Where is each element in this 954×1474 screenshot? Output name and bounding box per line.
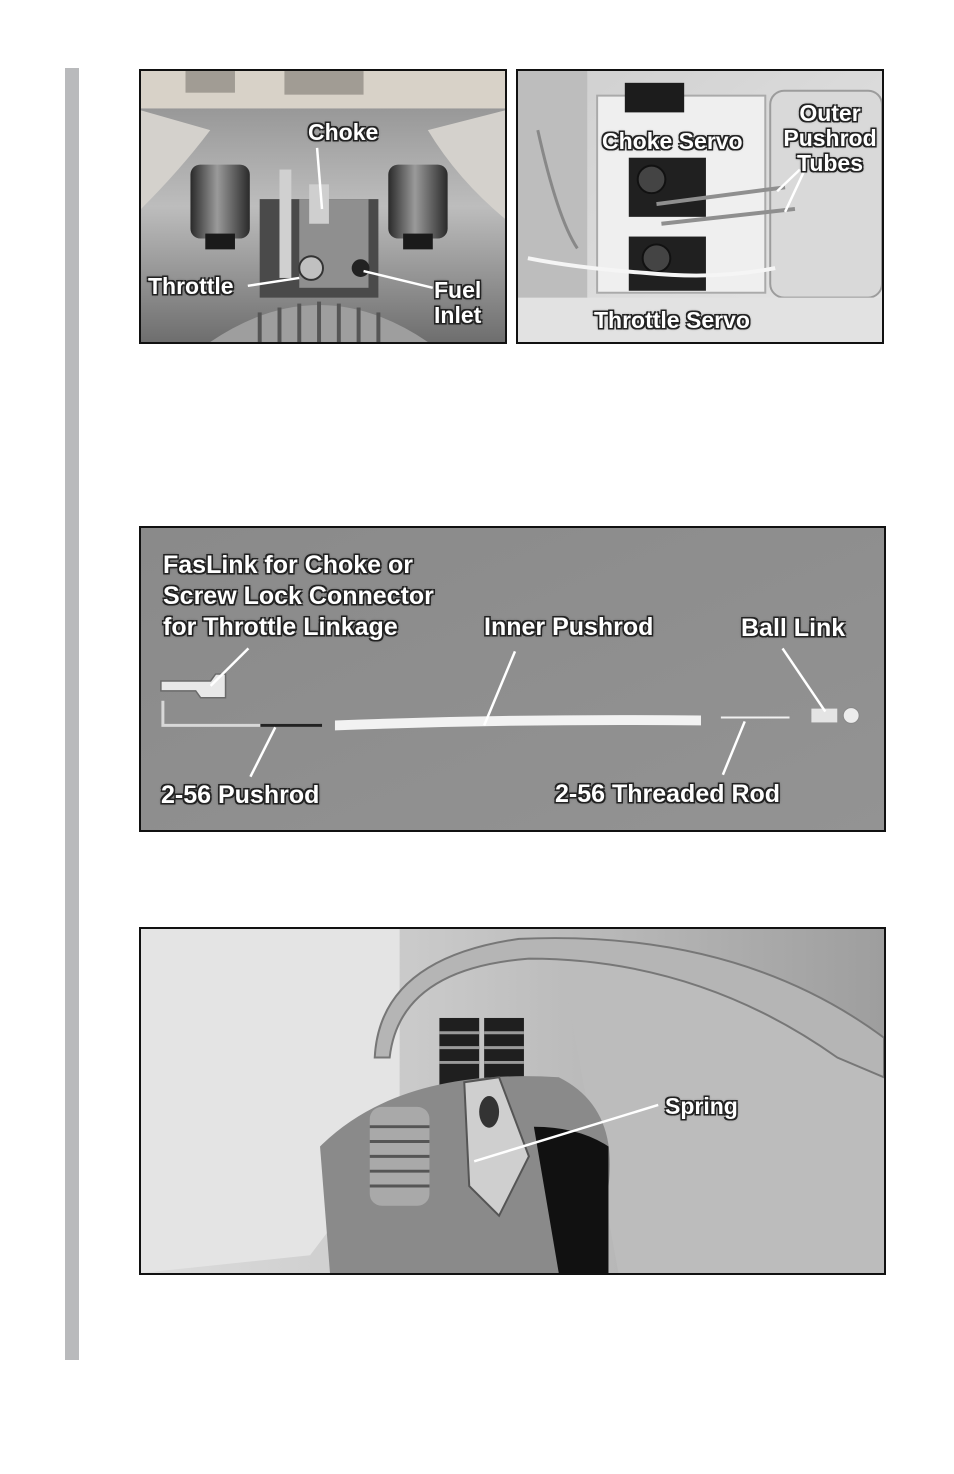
fuel-inlet-line-2: Inlet [434, 302, 482, 328]
spring-label: Spring [665, 1093, 738, 1119]
page-side-bar [65, 68, 79, 1360]
carburetor-spring-illustration [141, 929, 884, 1273]
outer-pushrod-tubes-line-2: Pushrod [783, 125, 877, 151]
inner-pushrod-label: Inner Pushrod [484, 613, 654, 641]
ball-link-label: Ball Link [741, 614, 846, 642]
faslink-line-2: Screw Lock Connector [163, 582, 434, 610]
servo-tray-photo [516, 69, 884, 344]
fuel-inlet-line-1: Fuel [434, 277, 482, 303]
choke-servo-label: Choke Servo [602, 128, 743, 154]
throttle-servo-label: Throttle Servo [594, 307, 750, 333]
faslink-label [163, 550, 434, 643]
threaded-rod-label: 2-56 Threaded Rod [555, 780, 781, 808]
outer-pushrod-tubes-line-1: Outer [799, 100, 861, 126]
fuel-inlet-label [434, 278, 481, 328]
faslink-line-1: FasLink for Choke or [163, 551, 414, 579]
engine-carburetor-photo [139, 69, 507, 344]
choke-label: Choke [308, 119, 379, 145]
faslink-line-3: for Throttle Linkage [163, 613, 398, 641]
throttle-label: Throttle [148, 273, 234, 299]
outer-pushrod-tubes-label [780, 101, 880, 176]
carburetor-spring-photo [139, 927, 886, 1275]
pushrod-parts-photo [139, 526, 886, 832]
outer-pushrod-tubes-line-3: Tubes [796, 150, 864, 176]
pushrod-256-label: 2-56 Pushrod [161, 781, 320, 809]
